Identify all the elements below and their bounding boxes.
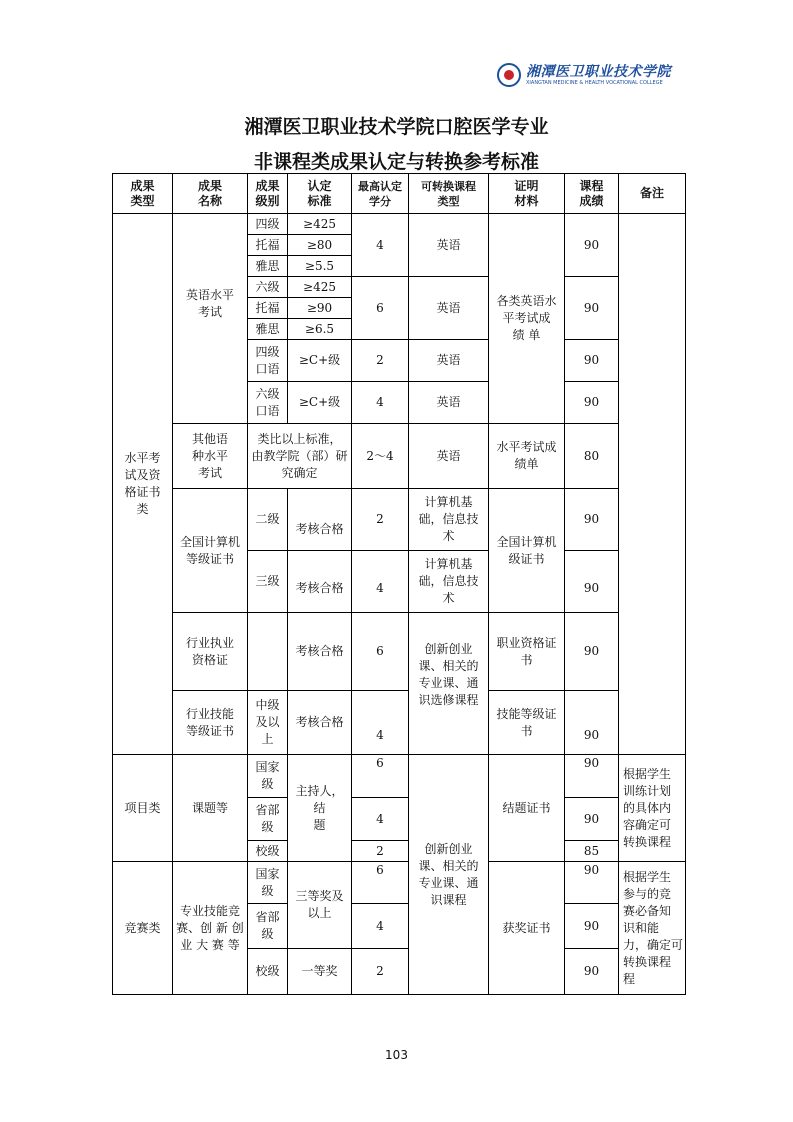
header-cell: 认定 标准	[288, 174, 352, 214]
standard-cell: ≥C+级	[288, 340, 352, 382]
category-cell: 竞赛类	[113, 862, 173, 995]
item-name-cell: 行业技能 等级证书	[173, 691, 248, 755]
level-cell: 雅思	[248, 319, 288, 340]
score-cell: 90	[565, 214, 619, 277]
level-cell: 国家 级	[248, 755, 288, 798]
course-cell: 英语	[409, 214, 489, 277]
standard-cell: 考核合格	[288, 613, 352, 691]
level-cell: 二级	[248, 489, 288, 551]
score-cell: 90	[565, 798, 619, 841]
item-name-cell: 行业执业 资格证	[173, 613, 248, 691]
proof-cell: 全国计算机 级证书	[489, 489, 565, 613]
header-cell: 最高认定 学分	[352, 174, 409, 214]
page-number: 103	[385, 1048, 408, 1062]
credit-cell: 2	[352, 489, 409, 551]
level-cell: 中级 及以 上	[248, 691, 288, 755]
college-logo	[497, 62, 697, 88]
college-seal-icon	[497, 63, 521, 87]
course-cell: 英语	[409, 382, 489, 424]
level-cell: 三级	[248, 551, 288, 613]
header-cell: 成果 类型	[113, 174, 173, 214]
standard-cell: ≥425	[288, 214, 352, 235]
score-cell: 90	[565, 277, 619, 340]
table-row	[113, 691, 686, 723]
score-cell: 90	[565, 904, 619, 949]
logo-chinese-name: 湘潭医卫职业技术学院	[526, 63, 671, 80]
credit-cell: 4	[352, 214, 409, 277]
course-cell: 创新创业 课、相关的 专业课、通 识选修课程	[409, 613, 489, 755]
level-cell: 四级 口语	[248, 340, 288, 382]
score-cell: 90	[565, 755, 619, 798]
proof-cell: 技能等级证 书	[489, 691, 565, 755]
header-cell: 证明 材料	[489, 174, 565, 214]
standard-cell: 三等奖及 以上	[288, 862, 352, 949]
level-cell: 校级	[248, 949, 288, 995]
standard-cell: ≥6.5	[288, 319, 352, 340]
credit-cell: 4	[352, 904, 409, 949]
level-cell	[248, 613, 288, 691]
course-cell: 英语	[409, 340, 489, 382]
header-cell: 成果 名称	[173, 174, 248, 214]
standard-cell: 一等奖	[288, 949, 352, 995]
score-cell: 90	[565, 489, 619, 551]
score-cell: 90	[565, 949, 619, 995]
level-cell: 托福	[248, 298, 288, 319]
credit-cell: 6	[352, 862, 409, 904]
course-cell: 计算机基 础，信息技 术	[409, 489, 489, 551]
standard-cell: 考核合格	[288, 489, 352, 551]
standard-cell: 主持人，结 题	[288, 755, 352, 862]
document-subtitle: 非课程类成果认定与转换参考标准	[253, 151, 539, 173]
standard-cell: ≥5.5	[288, 256, 352, 277]
standard-cell: 考核合格	[288, 551, 352, 613]
header-cell: 课程 成绩	[565, 174, 619, 214]
credit-cell: 2	[352, 340, 409, 382]
level-cell: 校级	[248, 841, 288, 862]
course-cell: 计算机基 础，信息技 术	[409, 551, 489, 613]
course-cell: 英语	[409, 277, 489, 340]
item-name-cell: 全国计算机 等级证书	[173, 489, 248, 613]
table-row	[113, 613, 686, 691]
note-cell	[619, 214, 686, 755]
standard-cell: ≥425	[288, 277, 352, 298]
standard-cell: ≥C+级	[288, 382, 352, 424]
standard-cell: ≥80	[288, 235, 352, 256]
table-header-row	[113, 174, 686, 214]
proof-cell: 水平考试成 绩单	[489, 424, 565, 489]
table-row	[113, 424, 686, 489]
standard-cell: 类比以上标准， 由教学院（部）研 究确定	[248, 424, 352, 489]
standard-cell: 考核合格	[288, 691, 352, 755]
category-cell: 水平考 试及资 格证书 类	[113, 214, 173, 755]
credit-cell: 4	[352, 551, 409, 613]
credit-cell: 6	[352, 613, 409, 691]
level-cell: 四级	[248, 214, 288, 235]
proof-cell: 职业资格证 书	[489, 613, 565, 691]
standard-cell: ≥90	[288, 298, 352, 319]
header-cell: 可转换课程 类型	[409, 174, 489, 214]
header-cell: 备注	[619, 174, 686, 214]
level-cell: 省部 级	[248, 798, 288, 841]
level-cell: 雅思	[248, 256, 288, 277]
table-row	[113, 862, 686, 904]
score-cell: 90	[565, 862, 619, 904]
credit-cell: 6	[352, 277, 409, 340]
level-cell: 省部 级	[248, 904, 288, 949]
score-cell: 90	[565, 691, 619, 755]
level-cell: 托福	[248, 235, 288, 256]
score-cell: 85	[565, 841, 619, 862]
item-name-cell: 其他语 种水平 考试	[173, 424, 248, 489]
proof-cell: 各类英语水 平考试成 绩 单	[489, 214, 565, 424]
document-title: 湘潭医卫职业技术学院口腔医学专业	[244, 116, 549, 138]
level-cell: 六级 口语	[248, 382, 288, 424]
proof-cell: 获奖证书	[489, 862, 565, 995]
category-cell: 项目类	[113, 755, 173, 862]
header-cell: 成果 级别	[248, 174, 288, 214]
credit-cell: 2～4	[352, 424, 409, 489]
table-row	[113, 755, 686, 798]
score-cell: 90	[565, 382, 619, 424]
score-cell: 90	[565, 613, 619, 691]
table-row	[113, 214, 686, 235]
item-name-cell: 课题等	[173, 755, 248, 862]
course-cell: 创新创业 课、相关的 专业课、通 识课程	[409, 755, 489, 995]
note-cell: 根据学生 训练计划 的具体内 容确定可 转换课程	[619, 755, 686, 862]
credit-cell: 6	[352, 755, 409, 798]
level-cell: 六级	[248, 277, 288, 298]
credit-cell: 2	[352, 949, 409, 995]
score-cell: 90	[565, 340, 619, 382]
credit-cell: 4	[352, 382, 409, 424]
item-name-cell: 专业技能竞 赛、创 新 创 业 大 赛 等	[173, 862, 248, 995]
credit-conversion-table	[112, 173, 686, 995]
score-cell: 80	[565, 424, 619, 489]
credit-cell: 4	[352, 691, 409, 755]
logo-english-name: XIANGTAN MEDICINE & HEALTH VOCATIONAL COLLEGE	[526, 79, 663, 86]
proof-cell: 结题证书	[489, 755, 565, 862]
note-cell: 根据学生 参与的竞 赛必备知 识和能 力，确定可 转换课程 程	[619, 862, 686, 995]
item-name-cell: 英语水平 考试	[173, 214, 248, 424]
credit-cell: 2	[352, 841, 409, 862]
score-cell: 90	[565, 551, 619, 613]
credit-cell: 4	[352, 798, 409, 841]
table-row	[113, 489, 686, 520]
course-cell: 英语	[409, 424, 489, 489]
logo-text	[526, 65, 671, 86]
level-cell: 国家 级	[248, 862, 288, 904]
